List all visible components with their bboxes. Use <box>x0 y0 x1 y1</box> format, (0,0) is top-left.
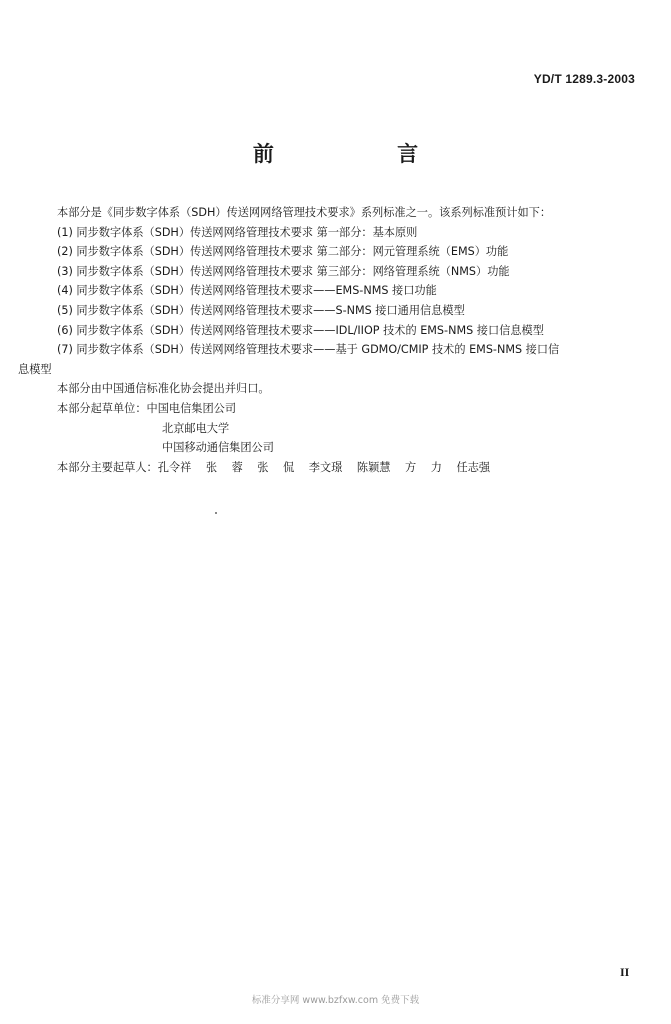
series-item: (6) 同步数字体系（SDH）传送网网络管理技术要求——IDL/IIOP 技术的 EMS-NMS 接口信息模型 <box>57 323 544 337</box>
series-item: (5) 同步数字体系（SDH）传送网网络管理技术要求——S-NMS 接口通用信息模型 <box>57 303 465 317</box>
drafting-units-label: 本部分起草单位： <box>57 401 147 415</box>
series-item-7-line1: (7) 同步数字体系（SDH）传送网网络管理技术要求——基于 GDMO/CMIP 技术的 EMS-NMS 接口信 <box>57 343 560 357</box>
series-item: (4) 同步数字体系（SDH）传送网网络管理技术要求——EMS-NMS 接口功能 <box>57 284 437 298</box>
drafters-line <box>18 458 640 478</box>
drafting-unit: 中国电信集团公司 <box>146 401 237 415</box>
drafters-label: 本部分主要起草人： <box>57 460 158 474</box>
standard-code: YD/T 1289.3-2003 <box>533 72 635 86</box>
scan-speck <box>215 512 217 514</box>
series-item-7-line2: 息模型 <box>18 362 52 376</box>
drafting-unit: 中国移动通信集团公司 <box>162 441 274 455</box>
page-title: 前 言 <box>252 142 477 166</box>
series-item: (1) 同步数字体系（SDH）传送网网络管理技术要求 第一部分：基本原则 <box>57 225 418 239</box>
watermark: 标准分享网 www.bzfxw.com 免费下载 <box>251 995 420 1006</box>
foreword-body <box>18 203 640 477</box>
drafting-unit: 北京邮电大学 <box>162 421 230 435</box>
series-item: (2) 同步数字体系（SDH）传送网网络管理技术要求 第二部分：网元管理系统（EMS）功能 <box>57 245 509 259</box>
intro-paragraph: 本部分是《同步数字体系（SDH）传送网网络管理技术要求》系列标准之一。该系列标准预计如下： <box>57 206 552 219</box>
page-number: II <box>620 965 630 979</box>
series-item: (3) 同步数字体系（SDH）传送网网络管理技术要求 第三部分：网络管理系统（NMS）功能 <box>57 264 510 278</box>
drafting-units-line <box>18 399 640 419</box>
proposer-paragraph: 本部分由中国通信标准化协会提出并归口。 <box>57 382 270 396</box>
drafters-names: 孔令祥 张 蓉 张 侃 李文璟 陈颖慧 方 力 任志强 <box>157 460 491 474</box>
